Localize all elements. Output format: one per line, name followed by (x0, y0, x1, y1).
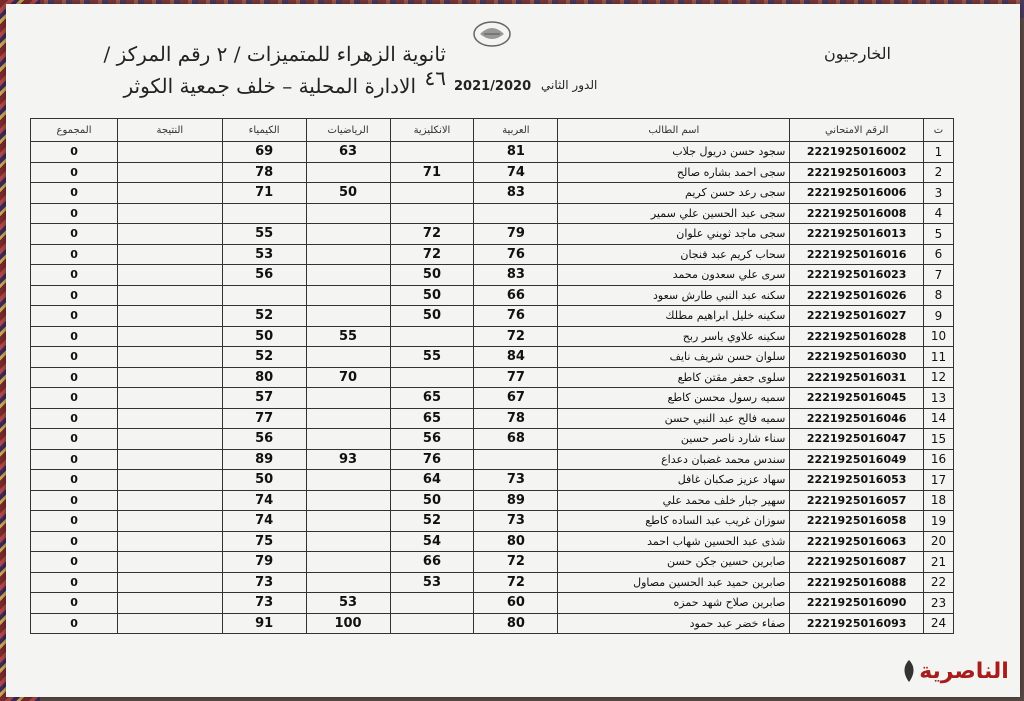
row-number-cell: 11 (923, 347, 953, 368)
exam-id-cell: 2221925016013 (790, 224, 924, 245)
total-cell: 0 (31, 347, 118, 368)
category-title: الخارجيون (824, 44, 891, 63)
result-cell (118, 449, 223, 470)
grade-arabic-cell (474, 203, 558, 224)
grade-chemistry-cell: 77 (222, 408, 306, 429)
student-name-cell: سميه فالح عبد النبي حسن (558, 408, 790, 429)
grade-arabic-cell: 79 (474, 224, 558, 245)
grade-english-cell: 53 (390, 572, 474, 593)
total-cell: 0 (31, 265, 118, 286)
grade-chemistry-cell: 89 (222, 449, 306, 470)
total-cell: 0 (31, 162, 118, 183)
grade-math-cell (306, 224, 390, 245)
row-number-cell: 22 (923, 572, 953, 593)
grade-arabic-cell: 81 (474, 142, 558, 163)
row-number-cell: 14 (923, 408, 953, 429)
student-name-cell: سكينه خليل ابراهيم مطلك (558, 306, 790, 327)
row-number-cell: 15 (923, 429, 953, 450)
student-name-cell: سلوان حسن شريف نايف (558, 347, 790, 368)
student-name-cell: صابرين صلاح شهد حمزه (558, 593, 790, 614)
result-cell (118, 613, 223, 634)
total-cell: 0 (31, 203, 118, 224)
exam-id-cell: 2221925016046 (790, 408, 924, 429)
exam-id-cell: 2221925016031 (790, 367, 924, 388)
student-name-cell: سجى ماجد ثويني علوان (558, 224, 790, 245)
row-number-cell: 3 (923, 183, 953, 204)
grade-english-cell: 64 (390, 470, 474, 491)
grade-english-cell (390, 367, 474, 388)
grade-math-cell (306, 388, 390, 409)
grade-math-cell (306, 285, 390, 306)
grade-english-cell: 50 (390, 285, 474, 306)
student-name-cell: سجى عبد الحسين علي سمير (558, 203, 790, 224)
result-cell (118, 183, 223, 204)
student-name-cell: سناء شارد ناصر حسين (558, 429, 790, 450)
grade-chemistry-cell: 53 (222, 244, 306, 265)
grade-arabic-cell: 73 (474, 470, 558, 491)
col-header-total: المجموع (31, 119, 118, 142)
result-cell (118, 347, 223, 368)
grade-arabic-cell: 80 (474, 613, 558, 634)
row-number-cell: 8 (923, 285, 953, 306)
grade-chemistry-cell: 52 (222, 306, 306, 327)
student-name-cell: صابرين حسين جكن حسن (558, 552, 790, 573)
row-number-cell: 2 (923, 162, 953, 183)
grade-english-cell: 50 (390, 306, 474, 327)
table-row (31, 429, 954, 450)
grade-english-cell: 65 (390, 408, 474, 429)
grade-english-cell: 50 (390, 490, 474, 511)
grade-chemistry-cell: 50 (222, 470, 306, 491)
student-name-cell: سهير جبار خلف محمد علي (558, 490, 790, 511)
result-cell (118, 265, 223, 286)
col-header-english: الانكليزية (390, 119, 474, 142)
student-name-cell: صفاء خضر عبد حمود (558, 613, 790, 634)
table-row (31, 162, 954, 183)
table-row (31, 613, 954, 634)
total-cell: 0 (31, 224, 118, 245)
grade-math-cell (306, 572, 390, 593)
result-cell (118, 593, 223, 614)
grade-math-cell: 70 (306, 367, 390, 388)
student-name-cell: سلوى جعفر مقتن كاطع (558, 367, 790, 388)
grade-english-cell: 76 (390, 449, 474, 470)
row-number-cell: 18 (923, 490, 953, 511)
student-name-cell: سميه رسول محسن كاطع (558, 388, 790, 409)
col-header-arabic: العربية (474, 119, 558, 142)
grade-chemistry-cell: 75 (222, 531, 306, 552)
row-number-cell: 10 (923, 326, 953, 347)
grade-arabic-cell (474, 449, 558, 470)
grade-chemistry-cell: 78 (222, 162, 306, 183)
table-row (31, 347, 954, 368)
grade-english-cell (390, 613, 474, 634)
result-cell (118, 572, 223, 593)
exam-id-cell: 2221925016049 (790, 449, 924, 470)
student-name-cell: سحاب كريم عبد فنجان (558, 244, 790, 265)
exam-id-cell: 2221925016023 (790, 265, 924, 286)
grade-math-cell (306, 162, 390, 183)
exam-id-cell: 2221925016016 (790, 244, 924, 265)
result-cell (118, 285, 223, 306)
table-row (31, 224, 954, 245)
row-number-cell: 5 (923, 224, 953, 245)
result-cell (118, 408, 223, 429)
logo-text: الناصرية (919, 658, 1009, 684)
grade-english-cell: 71 (390, 162, 474, 183)
grade-arabic-cell: 84 (474, 347, 558, 368)
table-row (31, 367, 954, 388)
table-row (31, 572, 954, 593)
grade-math-cell (306, 470, 390, 491)
grade-english-cell: 55 (390, 347, 474, 368)
row-number-cell: 16 (923, 449, 953, 470)
grade-english-cell (390, 142, 474, 163)
table-row (31, 449, 954, 470)
grade-english-cell: 50 (390, 265, 474, 286)
grade-math-cell: 53 (306, 593, 390, 614)
watermark-logo (888, 649, 1016, 693)
grade-math-cell (306, 531, 390, 552)
table-row (31, 593, 954, 614)
row-number-cell: 4 (923, 203, 953, 224)
results-table (30, 118, 954, 634)
col-header-student-name: اسم الطالب (558, 119, 790, 142)
exam-id-cell: 2221925016006 (790, 183, 924, 204)
table-row (31, 265, 954, 286)
table-row (31, 244, 954, 265)
total-cell: 0 (31, 429, 118, 450)
grade-math-cell (306, 408, 390, 429)
grade-arabic-cell: 72 (474, 572, 558, 593)
grade-english-cell: 54 (390, 531, 474, 552)
exam-id-cell: 2221925016045 (790, 388, 924, 409)
total-cell: 0 (31, 326, 118, 347)
grade-chemistry-cell: 80 (222, 367, 306, 388)
table-row (31, 531, 954, 552)
row-number-cell: 1 (923, 142, 953, 163)
admin-subtitle: الادارة المحلية – خلف جمعية الكوثر (123, 74, 416, 98)
result-cell (118, 203, 223, 224)
grade-arabic-cell: 68 (474, 429, 558, 450)
grade-chemistry-cell: 56 (222, 429, 306, 450)
grade-chemistry-cell: 91 (222, 613, 306, 634)
grade-arabic-cell: 78 (474, 408, 558, 429)
result-cell (118, 531, 223, 552)
grade-arabic-cell: 80 (474, 531, 558, 552)
exam-id-cell: 2221925016027 (790, 306, 924, 327)
row-number-cell: 17 (923, 470, 953, 491)
student-name-cell: سجى احمد بشاره صالح (558, 162, 790, 183)
total-cell: 0 (31, 572, 118, 593)
grade-chemistry-cell: 55 (222, 224, 306, 245)
table-header-row (31, 119, 954, 142)
exam-id-cell: 2221925016003 (790, 162, 924, 183)
grade-english-cell: 72 (390, 224, 474, 245)
grade-math-cell: 55 (306, 326, 390, 347)
table-row (31, 408, 954, 429)
table-row (31, 306, 954, 327)
result-cell (118, 142, 223, 163)
grade-math-cell (306, 552, 390, 573)
grade-arabic-cell: 89 (474, 490, 558, 511)
row-number-cell: 21 (923, 552, 953, 573)
table-row (31, 285, 954, 306)
grade-arabic-cell: 67 (474, 388, 558, 409)
total-cell: 0 (31, 470, 118, 491)
result-cell (118, 470, 223, 491)
logo-icon (899, 658, 919, 684)
result-cell (118, 162, 223, 183)
row-number-cell: 13 (923, 388, 953, 409)
student-name-cell: سكينه علاوي ياسر ربح (558, 326, 790, 347)
exam-round: الدور الثاني (541, 78, 598, 92)
result-cell (118, 326, 223, 347)
table-row (31, 183, 954, 204)
grade-english-cell: 52 (390, 511, 474, 532)
total-cell: 0 (31, 552, 118, 573)
grade-chemistry-cell: 56 (222, 265, 306, 286)
result-cell (118, 490, 223, 511)
exam-id-cell: 2221925016088 (790, 572, 924, 593)
result-cell (118, 429, 223, 450)
grade-arabic-cell: 77 (474, 367, 558, 388)
table-row (31, 388, 954, 409)
grade-chemistry-cell: 73 (222, 593, 306, 614)
total-cell: 0 (31, 490, 118, 511)
total-cell: 0 (31, 367, 118, 388)
result-cell (118, 306, 223, 327)
grade-math-cell (306, 306, 390, 327)
grade-english-cell: 66 (390, 552, 474, 573)
grade-math-cell (306, 490, 390, 511)
total-cell: 0 (31, 183, 118, 204)
total-cell: 0 (31, 531, 118, 552)
exam-id-cell: 2221925016028 (790, 326, 924, 347)
emblem-icon (472, 20, 512, 48)
total-cell: 0 (31, 408, 118, 429)
grade-english-cell (390, 183, 474, 204)
grade-chemistry-cell (222, 285, 306, 306)
school-title: ثانوية الزهراء للمتميزات / ٢ رقم المركز / ٤٦ (103, 42, 446, 90)
grade-arabic-cell: 83 (474, 183, 558, 204)
row-number-cell: 23 (923, 593, 953, 614)
row-number-cell: 6 (923, 244, 953, 265)
results-sheet (6, 4, 1020, 697)
grade-math-cell (306, 429, 390, 450)
exam-id-cell: 2221925016030 (790, 347, 924, 368)
row-number-cell: 12 (923, 367, 953, 388)
grade-arabic-cell: 76 (474, 306, 558, 327)
student-name-cell: صابرين حميد عبد الحسين مصاول (558, 572, 790, 593)
exam-id-cell: 2221925016090 (790, 593, 924, 614)
exam-id-cell: 2221925016002 (790, 142, 924, 163)
grade-chemistry-cell: 69 (222, 142, 306, 163)
student-name-cell: شذى عبد الحسين شهاب احمد (558, 531, 790, 552)
grade-math-cell (306, 511, 390, 532)
row-number-cell: 20 (923, 531, 953, 552)
table-row (31, 511, 954, 532)
total-cell: 0 (31, 511, 118, 532)
grade-arabic-cell: 74 (474, 162, 558, 183)
student-name-cell: سندس محمد غضبان دعداع (558, 449, 790, 470)
result-cell (118, 552, 223, 573)
total-cell: 0 (31, 244, 118, 265)
col-header-exam-id: الرقم الامتحاني (790, 119, 924, 142)
grade-english-cell: 65 (390, 388, 474, 409)
result-cell (118, 511, 223, 532)
table-row (31, 142, 954, 163)
table-row (31, 470, 954, 491)
result-cell (118, 224, 223, 245)
exam-id-cell: 2221925016063 (790, 531, 924, 552)
grade-math-cell (306, 244, 390, 265)
grade-math-cell: 63 (306, 142, 390, 163)
student-name-cell: سكنه عبد النبي طارش سعود (558, 285, 790, 306)
grade-arabic-cell: 72 (474, 326, 558, 347)
total-cell: 0 (31, 449, 118, 470)
exam-id-cell: 2221925016008 (790, 203, 924, 224)
grade-chemistry-cell: 74 (222, 511, 306, 532)
table-row (31, 552, 954, 573)
row-number-cell: 24 (923, 613, 953, 634)
table-row (31, 326, 954, 347)
col-header-chemistry: الكيمياء (222, 119, 306, 142)
grade-chemistry-cell: 73 (222, 572, 306, 593)
total-cell: 0 (31, 613, 118, 634)
grade-chemistry-cell: 50 (222, 326, 306, 347)
col-header-number: ت (923, 119, 953, 142)
exam-id-cell: 2221925016053 (790, 470, 924, 491)
grade-english-cell (390, 203, 474, 224)
student-name-cell: سرى علي سعدون محمد (558, 265, 790, 286)
grade-english-cell: 56 (390, 429, 474, 450)
exam-id-cell: 2221925016087 (790, 552, 924, 573)
result-cell (118, 388, 223, 409)
grade-arabic-cell: 73 (474, 511, 558, 532)
grade-math-cell: 100 (306, 613, 390, 634)
student-name-cell: سهاد عزيز صكبان غافل (558, 470, 790, 491)
grade-arabic-cell: 83 (474, 265, 558, 286)
grade-chemistry-cell (222, 203, 306, 224)
grade-chemistry-cell: 57 (222, 388, 306, 409)
table-row (31, 203, 954, 224)
grade-math-cell (306, 265, 390, 286)
row-number-cell: 19 (923, 511, 953, 532)
grade-chemistry-cell: 52 (222, 347, 306, 368)
row-number-cell: 7 (923, 265, 953, 286)
grade-chemistry-cell: 79 (222, 552, 306, 573)
student-name-cell: سوزان غريب عبد الساده كاطع (558, 511, 790, 532)
student-name-cell: سجى رعد حسن كريم (558, 183, 790, 204)
result-cell (118, 367, 223, 388)
total-cell: 0 (31, 285, 118, 306)
academic-year: 2021/2020 (454, 79, 532, 94)
total-cell: 0 (31, 142, 118, 163)
grade-chemistry-cell: 74 (222, 490, 306, 511)
exam-id-cell: 2221925016047 (790, 429, 924, 450)
exam-id-cell: 2221925016058 (790, 511, 924, 532)
grade-chemistry-cell: 71 (222, 183, 306, 204)
grade-arabic-cell: 72 (474, 552, 558, 573)
total-cell: 0 (31, 388, 118, 409)
grade-math-cell (306, 203, 390, 224)
student-name-cell: سجود حسن دريول جلاب (558, 142, 790, 163)
exam-id-cell: 2221925016026 (790, 285, 924, 306)
grade-arabic-cell: 60 (474, 593, 558, 614)
col-header-result: النتيجة (118, 119, 223, 142)
total-cell: 0 (31, 593, 118, 614)
grade-math-cell (306, 347, 390, 368)
grade-arabic-cell: 66 (474, 285, 558, 306)
grade-math-cell: 93 (306, 449, 390, 470)
exam-id-cell: 2221925016093 (790, 613, 924, 634)
exam-id-cell: 2221925016057 (790, 490, 924, 511)
row-number-cell: 9 (923, 306, 953, 327)
grade-english-cell: 72 (390, 244, 474, 265)
grade-english-cell (390, 593, 474, 614)
result-cell (118, 244, 223, 265)
col-header-math: الرياضيات (306, 119, 390, 142)
grade-arabic-cell: 76 (474, 244, 558, 265)
total-cell: 0 (31, 306, 118, 327)
table-row (31, 490, 954, 511)
grade-english-cell (390, 326, 474, 347)
grade-math-cell: 50 (306, 183, 390, 204)
